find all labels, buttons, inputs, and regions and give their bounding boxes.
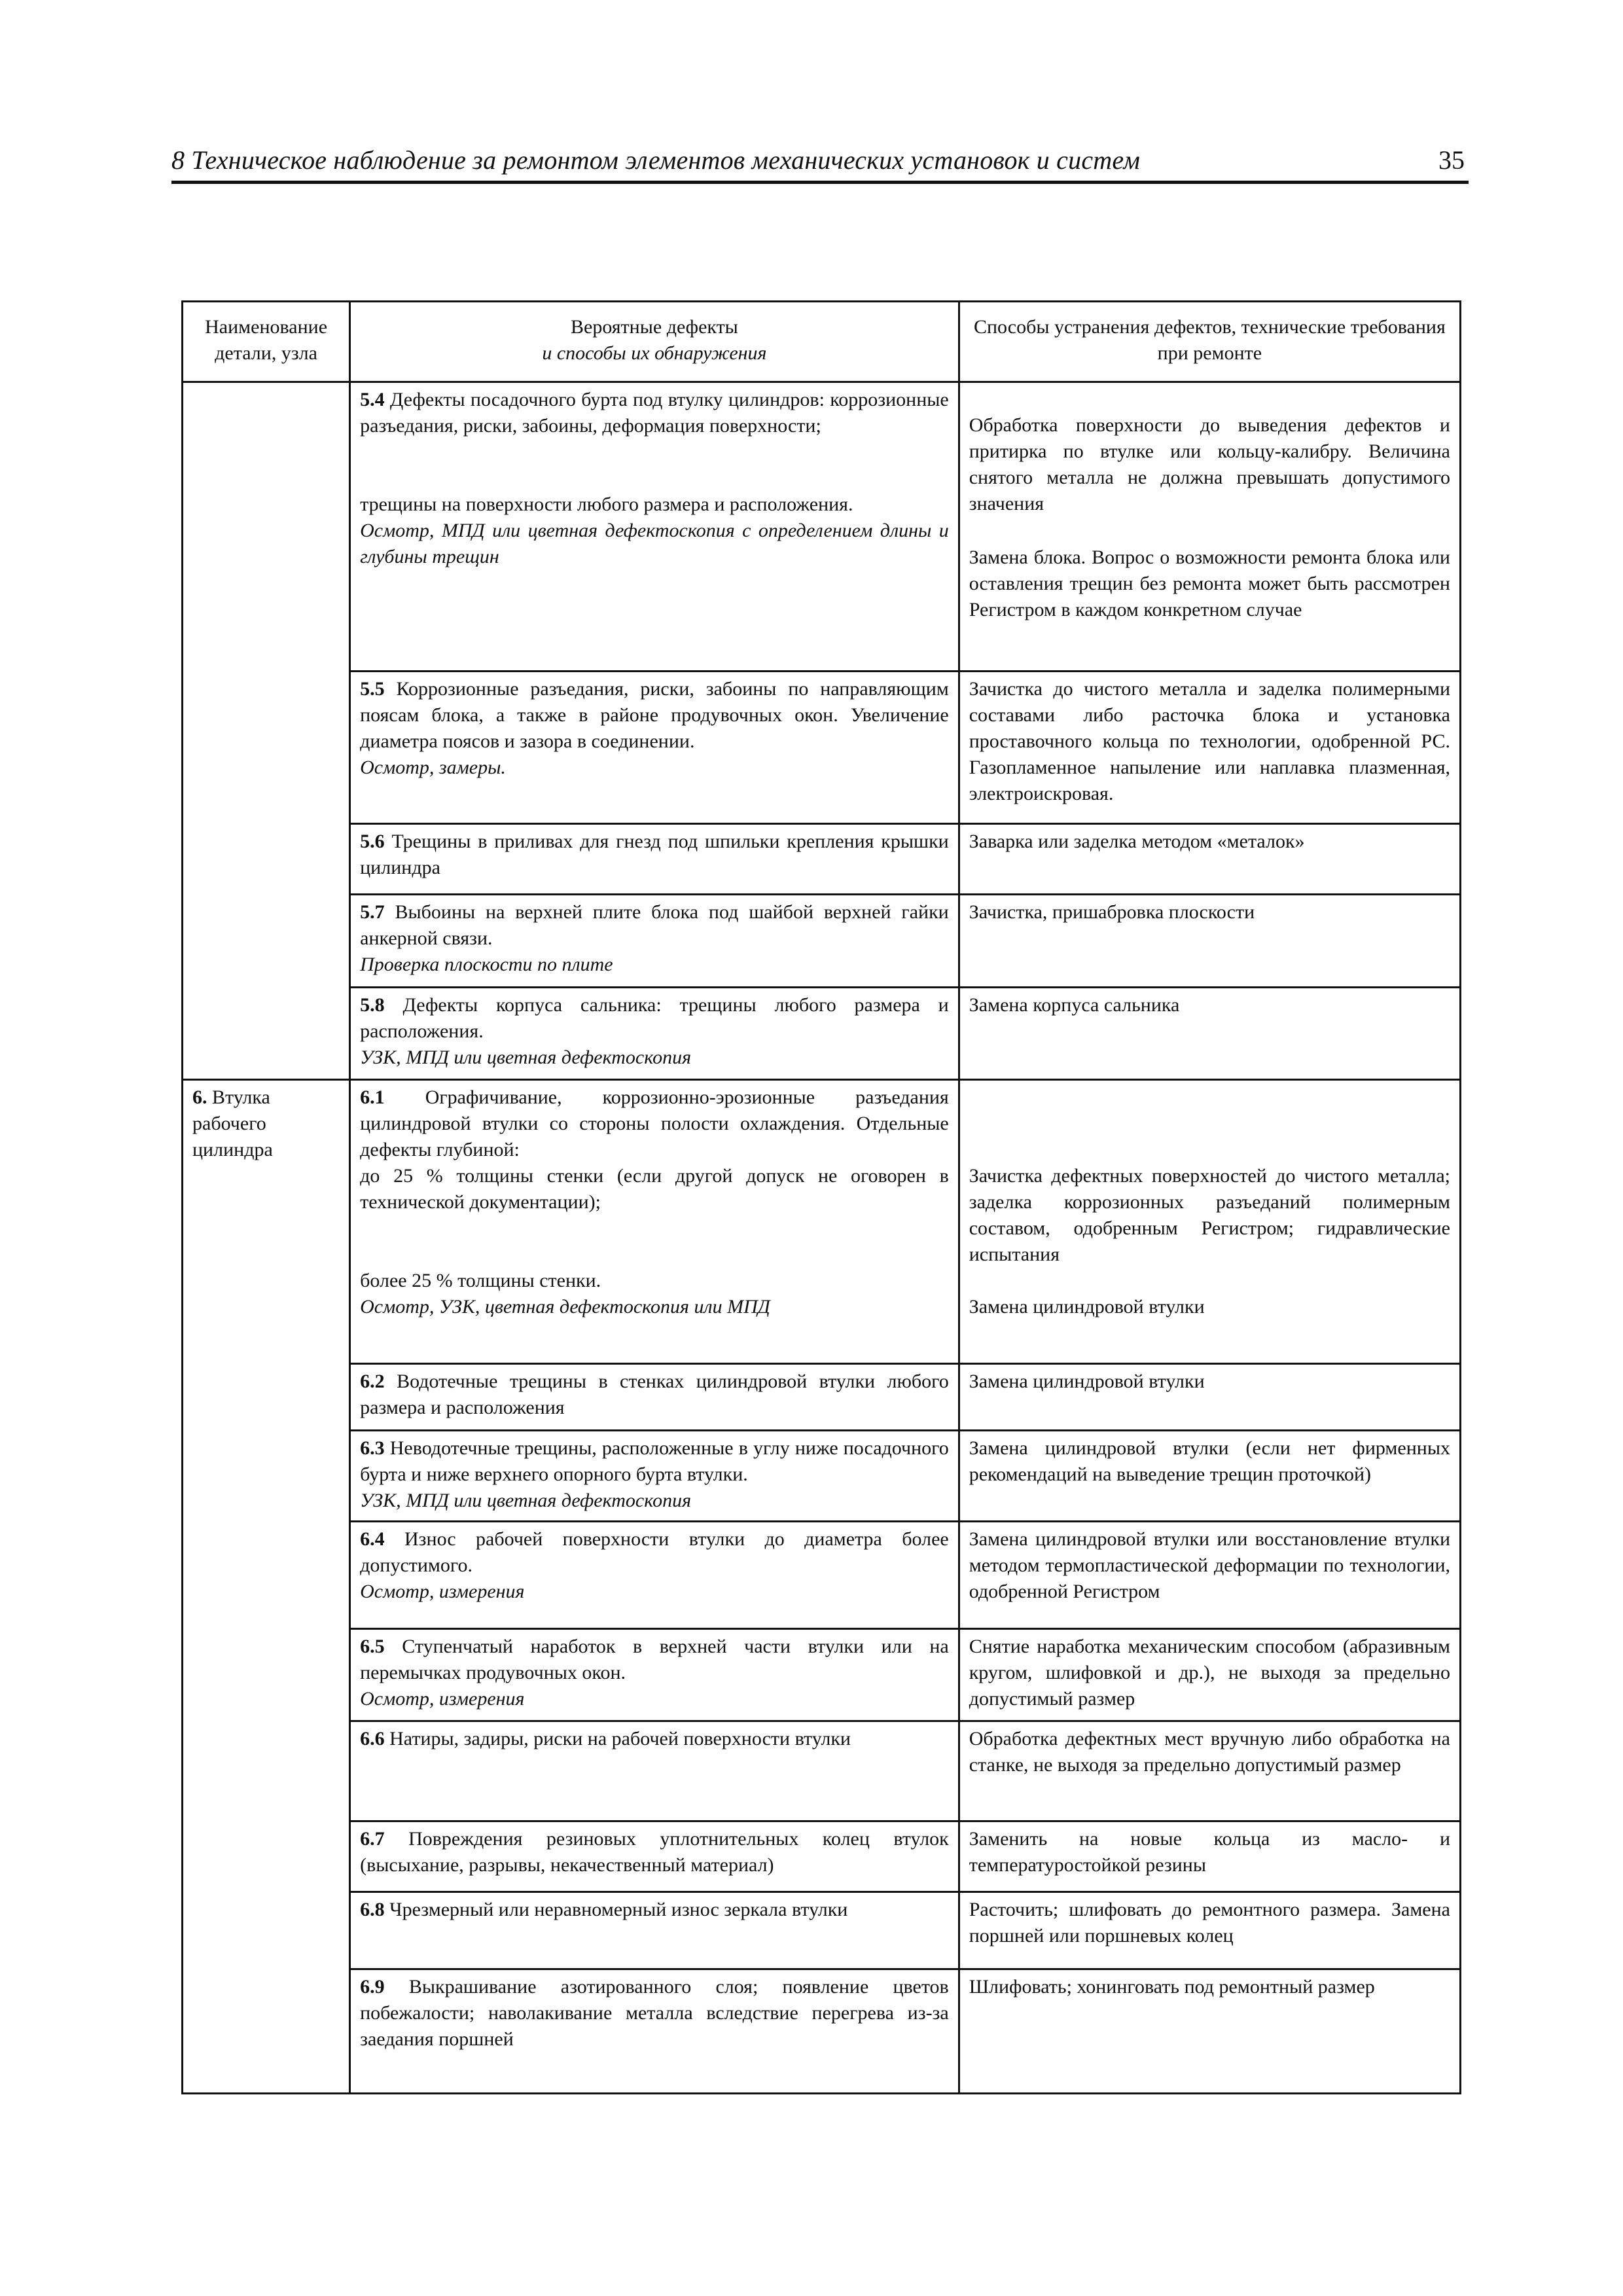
remedy-text: Замена блока. Вопрос о возможности ремонта блока или оставления трещин без ремонта может быть рассмотрен Регистром в каждом конкретном случае xyxy=(969,547,1450,620)
header-remedies-text: Способы устранения дефектов, технические требования при ремонте xyxy=(973,316,1446,364)
part-cell xyxy=(183,1080,350,2094)
item-number: 5.4 xyxy=(360,389,385,410)
remedy-text: Зачистка, пришабровка плоскости xyxy=(969,901,1255,923)
item-number: 5.5 xyxy=(360,678,385,700)
remedy-cell xyxy=(959,1431,1460,1522)
remedy-text: Заменить на новые кольца из масло- и температуростойкой резины xyxy=(969,1828,1450,1876)
table-row xyxy=(183,1364,1461,1431)
remedy-text: Замена цилиндровой втулки xyxy=(969,1371,1205,1392)
detection-method: Осмотр, измерения xyxy=(360,1688,525,1710)
part-name: Втулка рабочего цилиндра xyxy=(192,1086,273,1160)
defect-cell xyxy=(350,1629,959,1721)
remedy-cell xyxy=(959,1721,1460,1821)
remedy-cell xyxy=(959,1821,1460,1892)
defect-text: Дефекты посадочного бурта под втулку цилиндров: коррозионные разъедания, риски, забоины, деформация поверхности; xyxy=(360,389,949,437)
defect-cell xyxy=(350,1431,959,1522)
remedy-cell xyxy=(959,672,1460,824)
part-number: 6. xyxy=(192,1086,207,1108)
defect-text: более 25 % толщины стенки. xyxy=(360,1270,601,1291)
defect-text: Дефекты корпуса сальника: трещины любого размера и расположения. xyxy=(360,994,949,1042)
table-row xyxy=(183,1431,1461,1522)
defect-cell xyxy=(350,1522,959,1629)
item-number: 6.9 xyxy=(360,1976,385,1998)
table-row xyxy=(183,988,1461,1080)
remedy-cell xyxy=(959,382,1460,672)
item-number: 6.6 xyxy=(360,1728,385,1749)
defect-cell xyxy=(350,895,959,988)
table-row xyxy=(183,1522,1461,1629)
defect-text: Выкрашивание азотированного слоя; появление цветов побежалости; наволакивание металла вследствие перегрева из-за заедания поршней xyxy=(360,1976,949,2050)
table-row xyxy=(183,1721,1461,1821)
table-row xyxy=(183,824,1461,895)
header-cell-defects xyxy=(350,302,959,382)
item-number: 6.4 xyxy=(360,1528,385,1550)
detection-method: Осмотр, замеры. xyxy=(360,757,506,778)
defect-text: Износ рабочей поверхности втулки до диаметра более допустимого. xyxy=(360,1528,949,1576)
remedy-cell xyxy=(959,1969,1460,2094)
remedy-cell xyxy=(959,1364,1460,1431)
defect-text: Натиры, задиры, риски на рабочей поверхности втулки xyxy=(389,1728,851,1749)
defect-cell xyxy=(350,1821,959,1892)
remedy-cell xyxy=(959,988,1460,1080)
defect-cell xyxy=(350,1080,959,1364)
defect-text: Ступенчатый наработок в верхней части втулки или на перемычках продувочных окон. xyxy=(360,1636,949,1683)
remedy-text: Замена цилиндровой втулки или восстановление втулки методом термопластической деформации по технологии, одобренной Регистром xyxy=(969,1528,1450,1602)
defect-cell xyxy=(350,824,959,895)
defect-text: Неводотечные трещины, расположенные в углу ниже посадочного бурта и ниже верхнего опорного бурта втулки. xyxy=(360,1437,949,1485)
item-number: 5.6 xyxy=(360,831,385,852)
table-row xyxy=(183,1969,1461,2094)
defect-cell xyxy=(350,1969,959,2094)
table-row xyxy=(183,1629,1461,1721)
item-number: 5.8 xyxy=(360,994,385,1016)
defect-text: Трещины в приливах для гнезд под шпильки крепления крышки цилиндра xyxy=(360,831,949,878)
remedy-text: Обработка поверхности до выведения дефектов и притирка по втулке или кольцу-калибру. Величина снятого металла не должна превышать допустимого значения xyxy=(969,414,1450,514)
remedy-cell xyxy=(959,895,1460,988)
defect-cell xyxy=(350,672,959,824)
detection-method: УЗК, МПД или цветная дефектоскопия xyxy=(360,1490,692,1511)
part-cell-empty xyxy=(183,382,350,1080)
detection-method: УЗК, МПД или цветная дефектоскопия xyxy=(360,1047,692,1068)
remedy-cell xyxy=(959,1629,1460,1721)
remedy-text: Шлифовать; хонинговать под ремонтный размер xyxy=(969,1976,1375,1998)
detection-method: Проверка плоскости по плите xyxy=(360,954,613,975)
defect-cell xyxy=(350,382,959,672)
remedy-text: Замена цилиндровой втулки (если нет фирменных рекомендаций на выведение трещин проточкой) xyxy=(969,1437,1450,1485)
defect-text: Коррозионные разъедания, риски, забоины по направляющим поясам блока, а также в районе продувочных окон. Увеличение диаметра поясов и зазора в соединении. xyxy=(360,678,949,752)
item-number: 6.7 xyxy=(360,1828,385,1850)
defect-cell xyxy=(350,1892,959,1969)
remedy-cell xyxy=(959,1522,1460,1629)
table-row xyxy=(183,895,1461,988)
remedy-text: Зачистка дефектных поверхностей до чистого металла; заделка коррозионных разъеданий полимерным составом, одобренным Регистром; гидравлические испытания xyxy=(969,1165,1450,1265)
item-number: 6.2 xyxy=(360,1371,385,1392)
header-title: 8 Техническое наблюдение за ремонтом элементов механических установок и систем xyxy=(171,145,1141,175)
remedy-text: Зачистка до чистого металла и заделка полимерными составами либо расточка блока и установка проставочного кольца по технологии, одобренной РС. Газопламенное напыление или наплавка плазменная, электроискровая. xyxy=(969,678,1450,804)
table-row xyxy=(183,1080,1461,1364)
defect-text: Водотечные трещины в стенках цилиндровой втулки любого размера и расположения xyxy=(360,1371,949,1418)
item-number: 6.8 xyxy=(360,1899,385,1920)
defect-cell xyxy=(350,1364,959,1431)
item-number: 6.3 xyxy=(360,1437,385,1459)
table-row xyxy=(183,382,1461,672)
remedy-cell xyxy=(959,1892,1460,1969)
remedy-text: Обработка дефектных мест вручную либо обработка на станке, не выходя за предельно допустимый размер xyxy=(969,1728,1450,1776)
item-number: 6.1 xyxy=(360,1086,385,1108)
detection-method: Осмотр, МПД или цветная дефектоскопия с определением длины и глубины трещин xyxy=(360,520,949,567)
item-number: 6.5 xyxy=(360,1636,385,1657)
remedy-text: Замена цилиндровой втулки xyxy=(969,1296,1205,1318)
header-cell-part-name xyxy=(183,302,350,382)
header-part-name-text: Наименование детали, узла xyxy=(205,316,328,364)
defect-text: Повреждения резиновых уплотнительных колец втулок (высыхание, разрывы, некачественный материал) xyxy=(360,1828,949,1876)
header-defects-text: Вероятные дефекты xyxy=(571,316,738,338)
running-header xyxy=(171,140,1469,184)
defects-table xyxy=(181,300,1461,2094)
defect-text: до 25 % толщины стенки (если другой допуск не оговорен в технической документации); xyxy=(360,1165,949,1213)
defect-text: Чрезмерный или неравномерный износ зеркала втулки xyxy=(389,1899,848,1920)
detection-method: Осмотр, измерения xyxy=(360,1581,525,1602)
remedy-text: Снятие наработка механическим способом (абразивным кругом, шлифовкой и др.), не выходя за предельно допустимый размер xyxy=(969,1636,1450,1710)
remedy-cell xyxy=(959,824,1460,895)
item-number: 5.7 xyxy=(360,901,385,923)
remedy-cell xyxy=(959,1080,1460,1364)
header-cell-remedies xyxy=(959,302,1460,382)
defect-cell xyxy=(350,988,959,1080)
defect-cell xyxy=(350,1721,959,1821)
page-number: 35 xyxy=(1438,145,1465,175)
table-row xyxy=(183,1892,1461,1969)
detection-method: Осмотр, УЗК, цветная дефектоскопия или МПД xyxy=(360,1296,770,1318)
defect-text: трещины на поверхности любого размера и расположения. xyxy=(360,493,853,515)
defect-text: Выбоины на верхней плите блока под шайбой верхней гайки анкерной связи. xyxy=(360,901,949,949)
defect-text: Ографичивание, коррозионно-эрозионные разъедания цилиндровой втулки со стороны полости охлаждения. Отдельные дефекты глубиной: xyxy=(360,1086,949,1160)
table-row xyxy=(183,672,1461,824)
table-header-row xyxy=(183,302,1461,382)
remedy-text: Расточить; шлифовать до ремонтного размера. Замена поршней или поршневых колец xyxy=(969,1899,1450,1946)
table-row xyxy=(183,1821,1461,1892)
header-detection-text: и способы их обнаружения xyxy=(542,342,767,364)
remedy-text: Заварка или заделка методом «металок» xyxy=(969,831,1305,852)
remedy-text: Замена корпуса сальника xyxy=(969,994,1180,1016)
